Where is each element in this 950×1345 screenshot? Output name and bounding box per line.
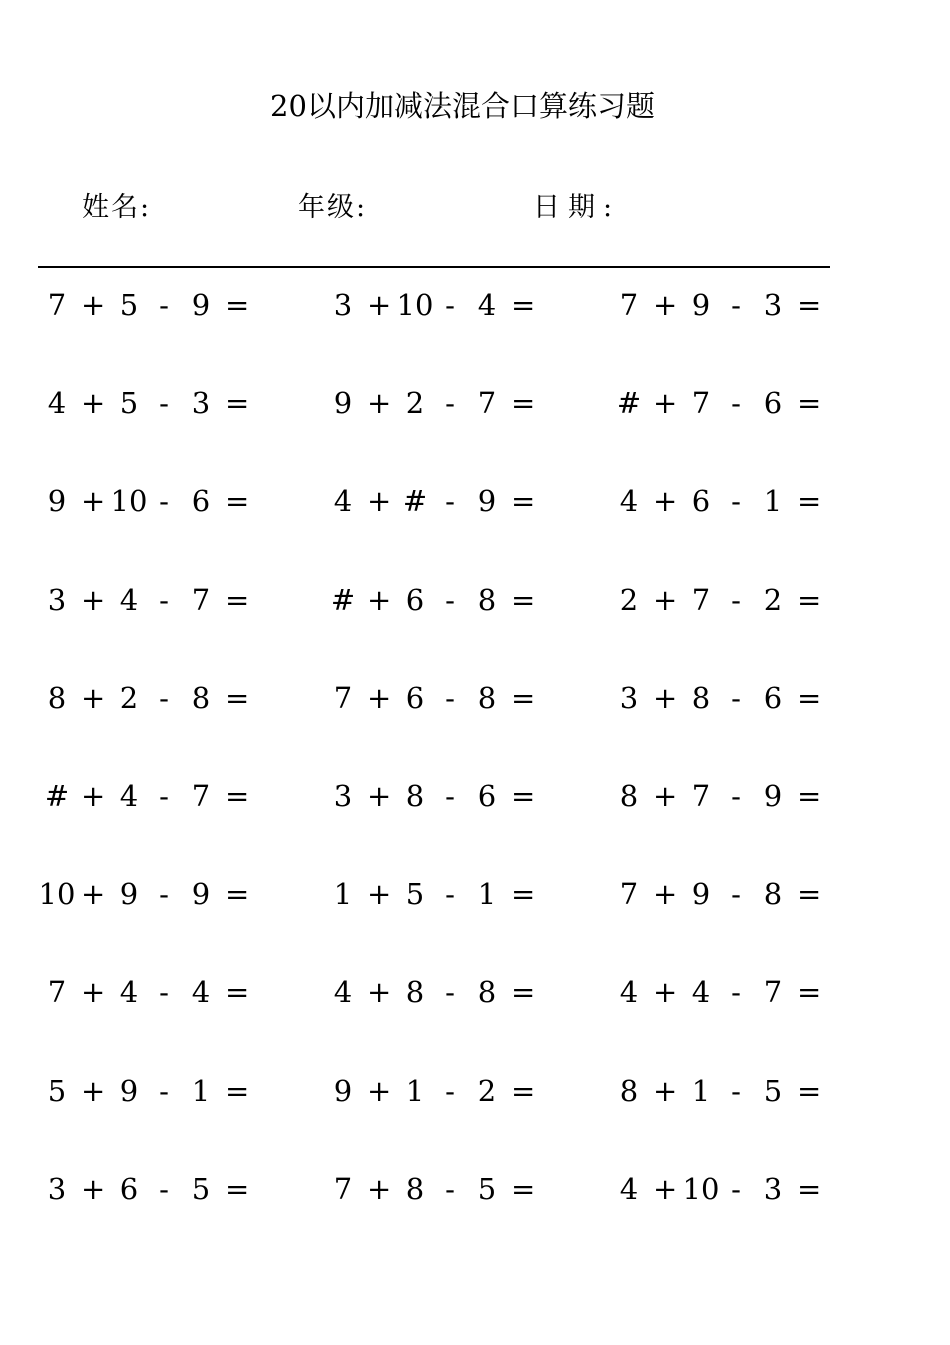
problem (37, 283, 277, 327)
operand-first: 7 (619, 877, 639, 912)
minus-sign: - (159, 288, 169, 322)
date-label: 日期: (533, 192, 621, 223)
page-title: 20以内加减法混合口算练习题 (270, 89, 655, 123)
operand-first: 8 (47, 680, 67, 715)
operand-first: 3 (333, 778, 353, 813)
plus-sign: + (81, 288, 106, 322)
equals-sign: = (511, 582, 536, 617)
operand-second: 6 (405, 582, 425, 617)
problem (609, 283, 849, 327)
problem (323, 381, 563, 425)
minus-sign: - (731, 778, 741, 813)
operand-first: 7 (47, 288, 67, 322)
operand-third: 6 (191, 484, 211, 519)
operand-second: 7 (691, 582, 711, 617)
equals-sign: = (511, 680, 536, 715)
operand-third: 8 (477, 975, 497, 1010)
minus-sign: - (445, 680, 455, 715)
operand-second: 2 (119, 680, 139, 715)
equals-sign: = (511, 1073, 536, 1108)
minus-sign: - (445, 484, 455, 519)
problem (37, 872, 277, 916)
operand-second: 5 (405, 877, 425, 912)
operand-first: 3 (47, 582, 67, 617)
operand-third: 1 (191, 1073, 211, 1108)
problem-row-1 (0, 283, 950, 381)
operand-second: 9 (119, 1073, 139, 1108)
plus-sign: + (81, 582, 106, 617)
operand-second: 1 (405, 1073, 425, 1108)
plus-sign: + (81, 680, 106, 715)
problem (323, 774, 563, 818)
operand-third: 8 (763, 877, 783, 912)
operand-first: # (616, 386, 642, 421)
problem (609, 578, 849, 622)
operand-first: 7 (47, 975, 67, 1010)
minus-sign: - (445, 1171, 455, 1206)
operand-third: 7 (763, 975, 783, 1010)
operand-third: 9 (191, 877, 211, 912)
operand-second: 4 (691, 975, 711, 1010)
minus-sign: - (445, 877, 455, 912)
problem (37, 1167, 277, 1211)
operand-first: 10 (38, 877, 76, 912)
grade-label: 年级: (298, 192, 368, 223)
equals-sign: = (511, 1171, 536, 1206)
plus-sign: + (653, 1171, 678, 1206)
problem (609, 381, 849, 425)
minus-sign: - (445, 288, 455, 322)
problem (609, 872, 849, 916)
problem-row-4 (0, 578, 950, 676)
plus-sign: + (81, 386, 106, 421)
problem (323, 1167, 563, 1211)
minus-sign: - (159, 778, 169, 813)
plus-sign: + (367, 1171, 392, 1206)
operand-third: 1 (477, 877, 497, 912)
plus-sign: + (653, 582, 678, 617)
operand-first: 9 (333, 386, 353, 421)
minus-sign: - (159, 484, 169, 519)
operand-first: 3 (333, 288, 353, 322)
operand-first: # (44, 778, 70, 813)
minus-sign: - (159, 582, 169, 617)
header-divider (38, 266, 830, 268)
equals-sign: = (511, 288, 536, 322)
operand-third: 8 (477, 582, 497, 617)
operand-third: 3 (191, 386, 211, 421)
operand-third: 1 (763, 484, 783, 519)
minus-sign: - (159, 680, 169, 715)
plus-sign: + (81, 975, 106, 1010)
equals-sign: = (797, 386, 822, 421)
minus-sign: - (159, 877, 169, 912)
operand-second: 8 (405, 1171, 425, 1206)
operand-third: 7 (477, 386, 497, 421)
minus-sign: - (445, 1073, 455, 1108)
equals-sign: = (225, 386, 250, 421)
minus-sign: - (159, 386, 169, 421)
equals-sign: = (511, 975, 536, 1010)
operand-second: 2 (405, 386, 425, 421)
problem (37, 1069, 277, 1113)
equals-sign: = (225, 1073, 250, 1108)
minus-sign: - (731, 484, 741, 519)
operand-first: 4 (619, 1171, 639, 1206)
problem (323, 676, 563, 720)
equals-sign: = (797, 484, 822, 519)
problem (37, 578, 277, 622)
problem (323, 872, 563, 916)
plus-sign: + (81, 1073, 106, 1108)
operand-second: 5 (119, 386, 139, 421)
problem (323, 479, 563, 523)
plus-sign: + (653, 778, 678, 813)
problem-row-9 (0, 1069, 950, 1167)
equals-sign: = (797, 1171, 822, 1206)
equals-sign: = (225, 1171, 250, 1206)
operand-second: 8 (405, 975, 425, 1010)
operand-second: 7 (691, 778, 711, 813)
equals-sign: = (797, 877, 822, 912)
problem-row-5 (0, 676, 950, 774)
operand-second: 9 (691, 877, 711, 912)
problem-grid (0, 283, 950, 1265)
operand-third: 7 (191, 582, 211, 617)
name-label: 姓名: (82, 192, 152, 223)
operand-second: 10 (396, 288, 434, 322)
minus-sign: - (445, 975, 455, 1010)
problem (609, 479, 849, 523)
operand-first: # (330, 582, 356, 617)
equals-sign: = (797, 582, 822, 617)
equals-sign: = (797, 975, 822, 1010)
operand-second: 8 (691, 680, 711, 715)
plus-sign: + (653, 877, 678, 912)
operand-first: 7 (333, 680, 353, 715)
minus-sign: - (445, 582, 455, 617)
operand-third: 3 (763, 288, 783, 322)
operand-first: 9 (47, 484, 67, 519)
operand-second: 4 (119, 582, 139, 617)
operand-first: 8 (619, 1073, 639, 1108)
equals-sign: = (797, 288, 822, 322)
equals-sign: = (511, 778, 536, 813)
operand-third: 6 (477, 778, 497, 813)
operand-second: 10 (110, 484, 148, 519)
equals-sign: = (225, 680, 250, 715)
problem (609, 1069, 849, 1113)
operand-first: 5 (47, 1073, 67, 1108)
minus-sign: - (731, 288, 741, 322)
operand-third: 8 (477, 680, 497, 715)
operand-second: 8 (405, 778, 425, 813)
operand-third: 3 (763, 1171, 783, 1206)
problem-row-6 (0, 774, 950, 872)
operand-first: 2 (619, 582, 639, 617)
plus-sign: + (367, 975, 392, 1010)
problem-row-10 (0, 1167, 950, 1265)
operand-third: 2 (477, 1073, 497, 1108)
problem (609, 970, 849, 1014)
plus-sign: + (653, 975, 678, 1010)
operand-third: 9 (763, 778, 783, 813)
operand-first: 3 (619, 680, 639, 715)
operand-second: 9 (691, 288, 711, 322)
problem (323, 283, 563, 327)
equals-sign: = (225, 975, 250, 1010)
operand-second: 4 (119, 778, 139, 813)
problem (37, 381, 277, 425)
plus-sign: + (367, 484, 392, 519)
plus-sign: + (653, 1073, 678, 1108)
equals-sign: = (511, 386, 536, 421)
operand-first: 1 (333, 877, 353, 912)
operand-second: # (402, 484, 428, 519)
plus-sign: + (653, 484, 678, 519)
minus-sign: - (159, 975, 169, 1010)
plus-sign: + (81, 1171, 106, 1206)
problem (609, 774, 849, 818)
plus-sign: + (653, 386, 678, 421)
problem (323, 970, 563, 1014)
operand-third: 7 (191, 778, 211, 813)
operand-first: 7 (333, 1171, 353, 1206)
operand-third: 4 (191, 975, 211, 1010)
minus-sign: - (731, 582, 741, 617)
operand-first: 4 (619, 975, 639, 1010)
operand-third: 6 (763, 680, 783, 715)
problem (37, 774, 277, 818)
equals-sign: = (225, 877, 250, 912)
equals-sign: = (797, 1073, 822, 1108)
equals-sign: = (225, 484, 250, 519)
plus-sign: + (653, 288, 678, 322)
operand-second: 6 (405, 680, 425, 715)
operand-third: 2 (763, 582, 783, 617)
operand-third: 6 (763, 386, 783, 421)
operand-first: 3 (47, 1171, 67, 1206)
operand-second: 7 (691, 386, 711, 421)
problem (609, 1167, 849, 1211)
minus-sign: - (445, 778, 455, 813)
problem (609, 676, 849, 720)
equals-sign: = (511, 484, 536, 519)
problem (323, 578, 563, 622)
operand-third: 9 (191, 288, 211, 322)
operand-second: 1 (691, 1073, 711, 1108)
operand-first: 4 (333, 484, 353, 519)
equals-sign: = (797, 680, 822, 715)
operand-third: 9 (477, 484, 497, 519)
minus-sign: - (731, 680, 741, 715)
problem (323, 1069, 563, 1113)
plus-sign: + (81, 877, 106, 912)
plus-sign: + (81, 484, 106, 519)
operand-third: 5 (191, 1171, 211, 1206)
operand-first: 4 (333, 975, 353, 1010)
operand-first: 4 (619, 484, 639, 519)
problem (37, 676, 277, 720)
plus-sign: + (81, 778, 106, 813)
minus-sign: - (731, 386, 741, 421)
minus-sign: - (731, 1073, 741, 1108)
operand-third: 4 (477, 288, 497, 322)
plus-sign: + (653, 680, 678, 715)
operand-third: 8 (191, 680, 211, 715)
minus-sign: - (731, 877, 741, 912)
operand-third: 5 (477, 1171, 497, 1206)
equals-sign: = (511, 877, 536, 912)
operand-second: 6 (691, 484, 711, 519)
operand-second: 10 (682, 1171, 720, 1206)
equals-sign: = (225, 582, 250, 617)
problem-row-3 (0, 479, 950, 577)
plus-sign: + (367, 1073, 392, 1108)
equals-sign: = (797, 778, 822, 813)
plus-sign: + (367, 877, 392, 912)
plus-sign: + (367, 288, 392, 322)
problem-row-7 (0, 872, 950, 970)
operand-second: 5 (119, 288, 139, 322)
plus-sign: + (367, 582, 392, 617)
operand-first: 9 (333, 1073, 353, 1108)
minus-sign: - (731, 975, 741, 1010)
operand-first: 7 (619, 288, 639, 322)
problem (37, 479, 277, 523)
plus-sign: + (367, 386, 392, 421)
operand-second: 9 (119, 877, 139, 912)
plus-sign: + (367, 680, 392, 715)
plus-sign: + (367, 778, 392, 813)
problem (37, 970, 277, 1014)
minus-sign: - (445, 386, 455, 421)
problem-row-8 (0, 970, 950, 1068)
operand-first: 4 (47, 386, 67, 421)
operand-second: 4 (119, 975, 139, 1010)
problem-row-2 (0, 381, 950, 479)
equals-sign: = (225, 288, 250, 322)
operand-third: 5 (763, 1073, 783, 1108)
equals-sign: = (225, 778, 250, 813)
minus-sign: - (159, 1171, 169, 1206)
minus-sign: - (731, 1171, 741, 1206)
operand-first: 8 (619, 778, 639, 813)
operand-second: 6 (119, 1171, 139, 1206)
minus-sign: - (159, 1073, 169, 1108)
